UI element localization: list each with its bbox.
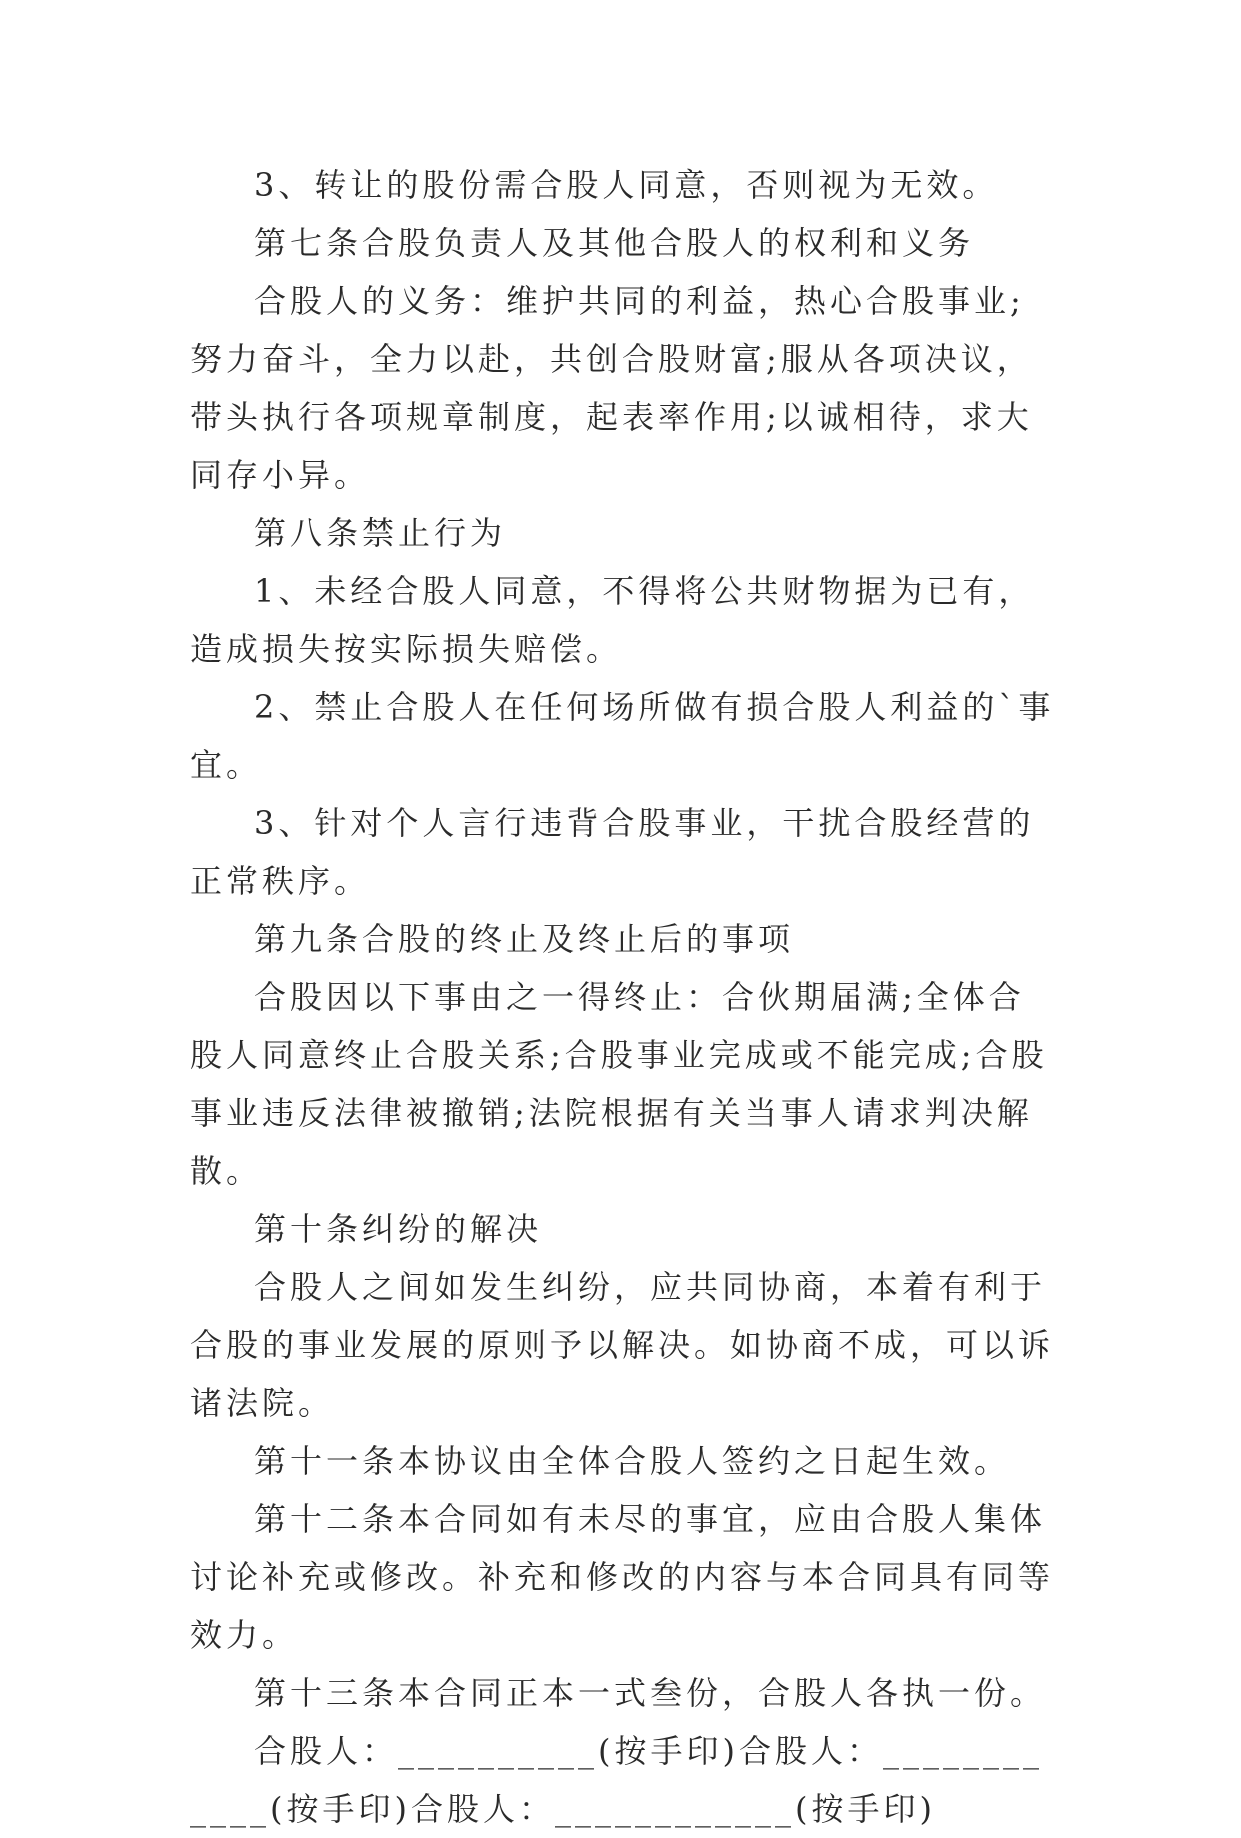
paragraph-prohibition-1: 1、未经合股人同意，不得将公共财物据为已有，造成损失按实际损失赔偿。 [190,572,1035,668]
article-13-paragraph: 第十三条本合同正本一式叁份，合股人各执一份。 [254,1674,1047,1712]
article-11-paragraph: 第十一条本协议由全体合股人签约之日起生效。 [254,1442,1011,1480]
paragraph-prohibition-2: 2、禁止合股人在任何场所做有损合股人利益的`事宜。 [190,688,1055,784]
article-8-heading: 第八条禁止行为 [254,514,507,552]
article-9-heading: 第九条合股的终止及终止后的事项 [254,920,795,958]
article-7-heading: 第七条合股负责人及其他合股人的权利和义务 [254,224,975,262]
paragraph-prohibition-3: 3、针对个人言行违背合股事业，干扰合股经营的正常秩序。 [190,804,1035,900]
document-body [190,156,1060,1838]
article-12-paragraph: 第十二条本合同如有未尽的事宜，应由合股人集体讨论补充或修改。补充和修改的内容与本合同具有同等效力。 [190,1500,1055,1654]
signature-line: 合股人：__________(按手印)合股人：____________(按手印)合股人：____________(按手印) [190,1732,1043,1828]
paragraph-dispute-resolution: 合股人之间如发生纠纷，应共同协商，本着有利于合股的事业发展的原则予以解决。如协商不成，可以诉诸法院。 [190,1268,1055,1422]
article-10-heading: 第十条纠纷的解决 [254,1210,543,1248]
paragraph-partner-obligations: 合股人的义务：维护共同的利益，热心合股事业;努力奋斗，全力以赴，共创合股财富;服从各项决议，带头执行各项规章制度，起表率作用;以诚相待，求大同存小异。 [190,282,1033,494]
paragraph-transfer-clause-3: 3、转让的股份需合股人同意，否则视为无效。 [254,166,999,204]
paragraph-termination: 合股因以下事由之一得终止：合伙期届满;全体合股人同意终止合股关系;合股事业完成或不能完成;合股事业违反法律被撤销;法院根据有关当事人请求判决解散。 [190,978,1048,1190]
